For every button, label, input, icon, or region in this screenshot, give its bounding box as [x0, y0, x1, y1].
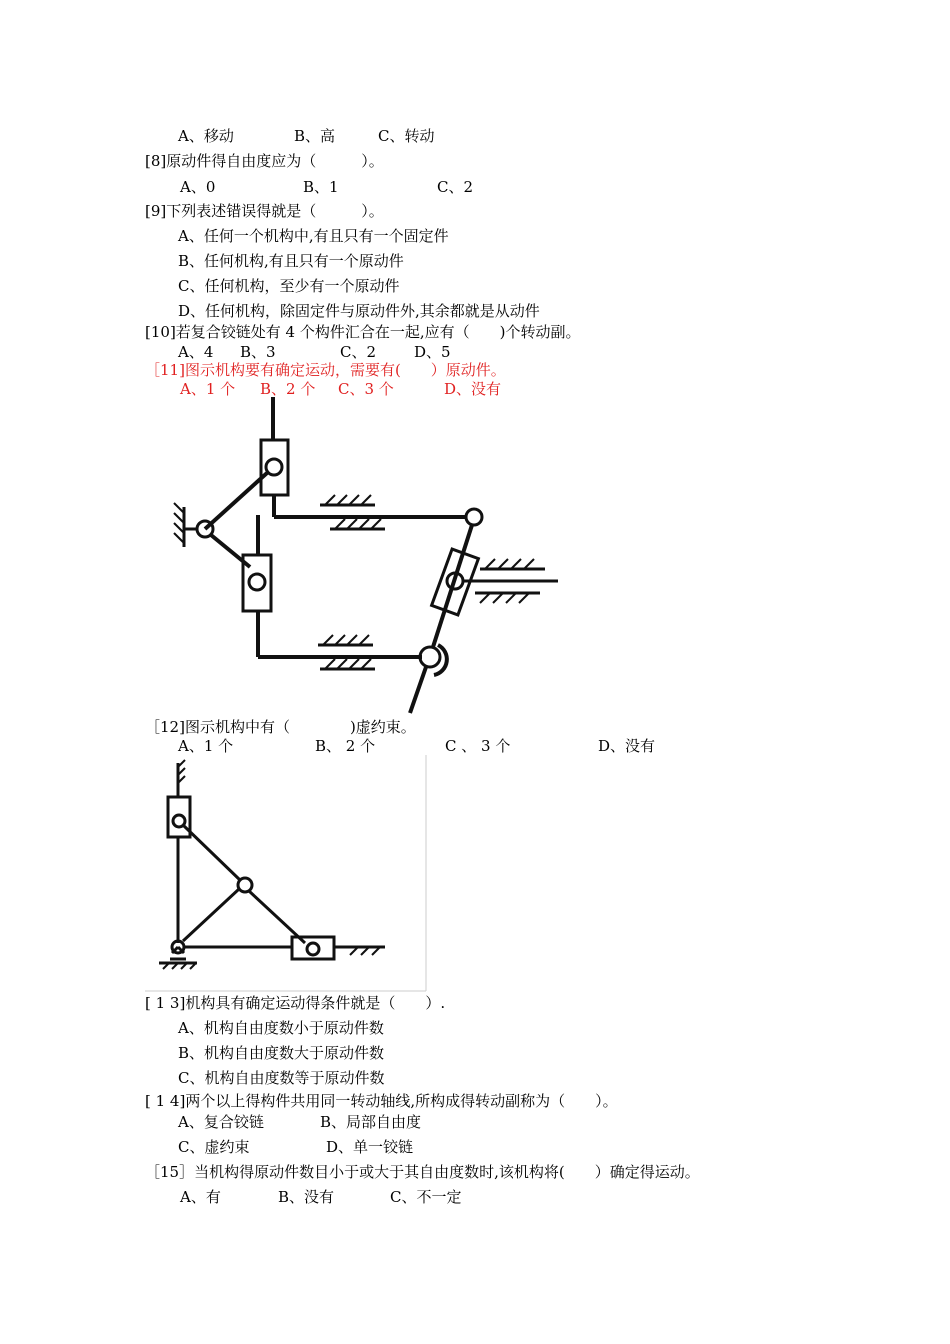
- q9-option-b: B、任何机构,有且只有一个原动件: [178, 252, 404, 270]
- q14-option-d: D、单一铰链: [326, 1138, 414, 1156]
- q12-mechanism-figure: [145, 755, 430, 993]
- q15-option-b: B、没有: [278, 1188, 335, 1206]
- q12-stem: ［12]图示机构中有（ )虚约束。: [145, 718, 416, 736]
- q13-option-a: A、机构自由度数小于原动件数: [178, 1019, 384, 1037]
- q12-option-a: A、1 个: [178, 737, 234, 755]
- q13-stem: [ 1 3]机构具有确定运动得条件就是（ ）.: [145, 994, 446, 1012]
- q8-option-a: A、0: [180, 178, 216, 196]
- q10-option-a: A、4: [178, 343, 214, 361]
- q8-option-c: C、2: [437, 178, 474, 196]
- q12-option-b: B、 2 个: [315, 737, 376, 755]
- q12-option-c: C 、 3 个: [445, 737, 511, 755]
- q15-stem: ［15］当机构得原动件数目小于或大于其自由度数时,该机构将( ）确定得运动。: [145, 1163, 700, 1181]
- q11-option-a: A、1 个: [180, 380, 236, 398]
- q9-stem: [9]下列表述错误得就是（ ）。: [145, 202, 384, 220]
- q14-option-c: C、虚约束: [178, 1138, 250, 1156]
- q11-stem: ［11]图示机构要有确定运动，需要有( ）原动件。: [145, 361, 506, 379]
- q11-option-c: C、3 个: [338, 380, 394, 398]
- q11-option-b: B、2 个: [260, 380, 316, 398]
- q7-option-a: A、移动: [178, 127, 234, 145]
- q12-option-d: D、没有: [598, 737, 656, 755]
- q9-option-a: A、任何一个机构中,有且只有一个固定件: [178, 227, 449, 245]
- q13-option-b: B、机构自由度数大于原动件数: [178, 1044, 385, 1062]
- q7-option-b: B、高: [294, 127, 336, 145]
- q14-option-b: B、局部自由度: [320, 1113, 422, 1131]
- q15-option-c: C、不一定: [390, 1188, 462, 1206]
- q7-option-c: C、转动: [378, 127, 435, 145]
- q13-option-c: C、机构自由度数等于原动件数: [178, 1069, 385, 1087]
- q14-stem: [ 1 4]两个以上得构件共用同一转动轴线,所构成得转动副称为（ ）。: [145, 1092, 618, 1110]
- q10-option-b: B、3: [240, 343, 276, 361]
- q8-stem: [8]原动件得自由度应为（ ）。: [145, 152, 384, 170]
- q15-option-a: A、有: [180, 1188, 221, 1206]
- q8-option-b: B、1: [303, 178, 339, 196]
- q11-option-d: D、没有: [444, 380, 502, 398]
- q10-option-d: D、5: [414, 343, 451, 361]
- q11-mechanism-figure: [170, 395, 570, 715]
- q14-option-a: A、复合铰链: [178, 1113, 264, 1131]
- q9-option-d: D、任何机构，除固定件与原动件外,其余都就是从动件: [178, 302, 540, 320]
- q9-option-c: C、任何机构，至少有一个原动件: [178, 277, 400, 295]
- q10-stem: [10]若复合铰链处有 4 个构件汇合在一起,应有（ )个转动副。: [145, 323, 581, 341]
- q10-option-c: C、2: [340, 343, 377, 361]
